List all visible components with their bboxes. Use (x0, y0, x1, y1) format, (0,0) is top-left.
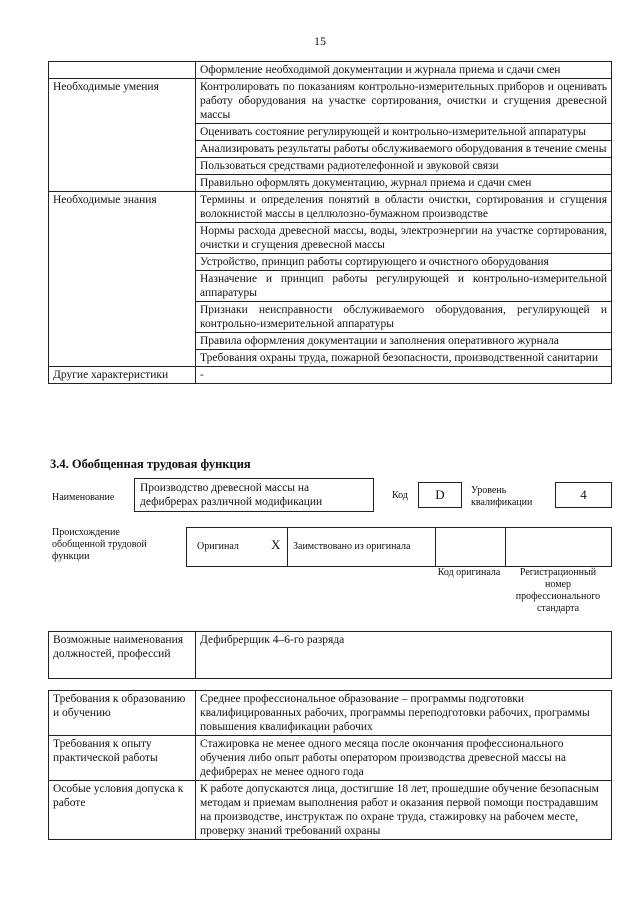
row-value: Термины и определения понятий в области очистки, сортирования и сгущения волокнистой массы в целлюлозно-бумажном производстве (196, 192, 612, 223)
reg-caption: Регистрационный номер профессионального стандарта (515, 567, 601, 614)
page-number: 15 (314, 34, 326, 48)
row-label (49, 62, 196, 79)
row-value: - (196, 367, 612, 384)
table-row (49, 736, 612, 781)
row-value: Пользоваться средствами радиотелефонной и звуковой связи (196, 158, 612, 175)
requirement-label: Особые условия допуска к работе (49, 781, 196, 840)
requirements-table (48, 690, 612, 840)
code-label: Код (392, 490, 408, 501)
table-row (49, 192, 612, 223)
row-value: Правила оформления документации и заполнения оперативного журнала (196, 333, 612, 350)
gtf-code-value: D (418, 482, 462, 508)
original-label: Оригинал (197, 541, 239, 552)
table-row (49, 691, 612, 736)
row-value: Оценивать состояние регулирующей и контрольно-измерительной аппаратуры (196, 124, 612, 141)
requirement-value: К работе допускаются лица, достигшие 18 лет, прошедшие обучение безопасным методам и приемам выполнения работ и оказания первой помощи пострадавшим на производстве, инструктаж по охране труда, стажировку на рабочем месте, проверку знаний требований охраны (196, 781, 612, 840)
divider (287, 528, 288, 566)
borrowed-label: Заимствовано из оригинала (293, 541, 411, 552)
gtf-name-value: Производство древесной массы на дефибрерах различной модификации (134, 478, 374, 512)
row-value: Нормы расхода древесной массы, воды, электроэнергии на участке сортирования, очистки и сгущения древесной массы (196, 223, 612, 254)
row-label: Необходимые умения (49, 79, 196, 192)
level-label: Уровень квалификации (471, 485, 533, 508)
row-value: Назначение и принцип работы регулирующей и контрольно-измерительной аппаратуры (196, 271, 612, 302)
table-row (49, 79, 612, 124)
table-row (49, 367, 612, 384)
gtf-level-value: 4 (555, 482, 612, 508)
code-caption: Код оригинала (437, 567, 501, 578)
skills-knowledge-table (48, 61, 612, 384)
requirement-value: Среднее профессиональное образование – программы подготовки квалифицированных рабочих, программы переподготовки рабочих, программы повышения квалификации рабочих (196, 691, 612, 736)
origin-label: Происхождение обобщенной трудовой функции (52, 527, 147, 562)
positions-table (48, 631, 612, 679)
requirement-value: Стажировка не менее одного месяца после окончания профессионального обучения либо опыт работы оператором производства древесной массы на дефибрерах не менее одного года (196, 736, 612, 781)
section-title: 3.4. Обобщенная трудовая функция (50, 457, 251, 471)
row-value: Контролировать по показаниям контрольно-измерительных приборов и оценивать работу оборудования на участке сортирования, очистки и сгущения древесной массы (196, 79, 612, 124)
table-row (49, 62, 612, 79)
original-mark: X (271, 537, 281, 552)
row-value: Оформление необходимой документации и журнала приема и сдачи смен (196, 62, 612, 79)
requirement-label: Требования к образованию и обучению (49, 691, 196, 736)
divider (435, 528, 436, 566)
origin-box (186, 527, 612, 567)
positions-value: Дефибрерщик 4–6-го разряда (196, 632, 612, 679)
row-label: Необходимые знания (49, 192, 196, 367)
row-value: Правильно оформлять документацию, журнал приема и сдачи смен (196, 175, 612, 192)
positions-label: Возможные наименования должностей, профессий (49, 632, 196, 679)
row-value: Признаки неисправности обслуживаемого оборудования, регулирующей и контрольно-измерительной аппаратуры (196, 302, 612, 333)
row-value: Устройство, принцип работы сортирующего и очистного оборудования (196, 254, 612, 271)
row-value: Требования охраны труда, пожарной безопасности, производственной санитарии (196, 350, 612, 367)
table-row (49, 781, 612, 840)
row-value: Анализировать результаты работы обслуживаемого оборудования в течение смены (196, 141, 612, 158)
name-label: Наименование (52, 492, 115, 503)
row-label: Другие характеристики (49, 367, 196, 384)
requirement-label: Требования к опыту практической работы (49, 736, 196, 781)
divider (505, 528, 506, 566)
